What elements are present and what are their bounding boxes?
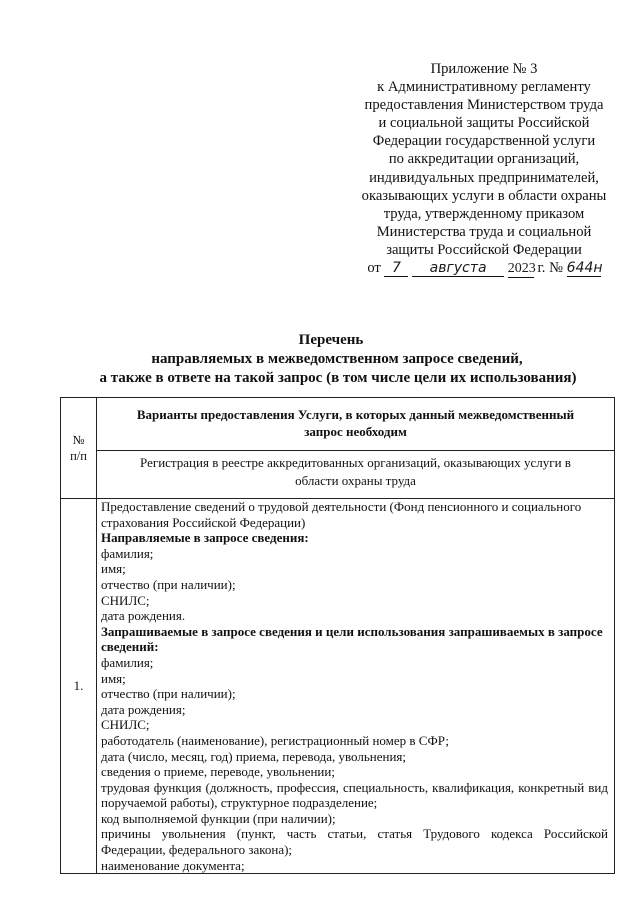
sent-item: фамилия; <box>101 545 154 561</box>
annex-line: Приложение № 3 <box>430 61 538 77</box>
document-title <box>0 331 640 388</box>
title-line-1: Перечень <box>298 332 364 348</box>
requested-item: сведения о приеме, переводе, увольнении; <box>101 764 335 780</box>
handwritten-order-number: 644н <box>566 260 603 277</box>
annex-line: и социальной защиты Российской <box>378 115 590 132</box>
requested-heading: Запрашиваемые в запросе сведения и цели использования запрашиваемых в запросе сведений: <box>101 623 603 655</box>
annex-line: Министерства труда и социальной <box>376 223 592 240</box>
document-name-item: наименование документа; <box>101 857 245 873</box>
requested-item: дата (число, месяц, год) приема, перевода, увольнения; <box>101 748 407 764</box>
annex-header <box>334 60 634 278</box>
requests-table <box>60 397 615 874</box>
order-date-line <box>334 259 634 278</box>
sent-item: СНИЛС; <box>101 592 150 608</box>
annex-line: предоставления Министерством труда <box>364 97 604 114</box>
annex-line: по аккредитации организаций, <box>388 151 580 168</box>
title-line-3: а также в ответе на такой запрос (в том числе цели их использования) <box>99 370 577 386</box>
requested-item: СНИЛС; <box>101 717 150 733</box>
dismissal-reason-line-2: Федерации, федерального закона); <box>101 842 293 858</box>
annex-line: труда, утвержденному приказом <box>383 205 585 222</box>
row-content-cell <box>97 499 615 874</box>
annex-line: индивидуальных предпринимателей, <box>369 169 599 186</box>
annex-line: защиты Российской Федерации <box>386 241 582 258</box>
requested-item: работодатель (наименование), регистрационный номер в СФР; <box>101 732 450 748</box>
requested-item: дата рождения; <box>101 701 186 717</box>
date-prefix: от <box>367 260 381 277</box>
sent-heading: Направляемые в запросе сведения: <box>101 530 309 546</box>
sent-item: отчество (при наличии); <box>101 576 236 592</box>
labor-function-line-1: трудовая функция (должность, профессия, специальность, квалификация, конкретный вид <box>101 779 608 795</box>
requested-item: фамилия; <box>101 654 154 670</box>
header-main-cell <box>97 398 615 451</box>
sent-item: дата рождения. <box>101 608 186 624</box>
annex-line: к Административному регламенту <box>377 79 591 96</box>
sent-item: имя; <box>101 561 126 577</box>
requested-item: отчество (при наличии); <box>101 686 236 702</box>
labor-function-line-2: поручаемой работы), структурное подразделение; <box>101 795 378 811</box>
source-description: Предоставление сведений о трудовой деятельности (Фонд пенсионного и социального страхования Российской Федерации) <box>101 499 582 530</box>
annex-line: оказывающих услуги в области охраны <box>361 187 607 204</box>
function-code: код выполняемой функции (при наличии); <box>101 810 336 826</box>
handwritten-month: августа <box>412 260 504 277</box>
header-main-label: Варианты предоставления Услуги, в которых данный межведомственный запрос необходим <box>136 407 575 439</box>
header-variant-cell <box>97 451 615 499</box>
header-number-cell <box>61 398 97 499</box>
header-number-label: № п/п <box>70 433 87 463</box>
row-number-cell <box>61 499 97 874</box>
order-year: 2023 <box>507 261 536 277</box>
table-subheader-row <box>61 451 615 499</box>
handwritten-day: 7 <box>384 260 408 277</box>
title-line-2: направляемых в межведомственном запросе сведений, <box>151 351 523 367</box>
row-number: 1. <box>73 678 84 694</box>
requested-item: имя; <box>101 670 126 686</box>
header-variant-label: Регистрация в реестре аккредитованных организаций, оказывающих услуги в области охраны труда <box>140 455 571 488</box>
year-suffix: г. № <box>537 260 563 277</box>
dismissal-reason-line-1: причины увольнения (пункт, часть статьи, статья Трудового кодекса Российской <box>101 826 608 842</box>
table-header-row <box>61 398 615 451</box>
annex-line: Федерации государственной услуги <box>372 133 596 150</box>
table-row <box>61 499 615 874</box>
